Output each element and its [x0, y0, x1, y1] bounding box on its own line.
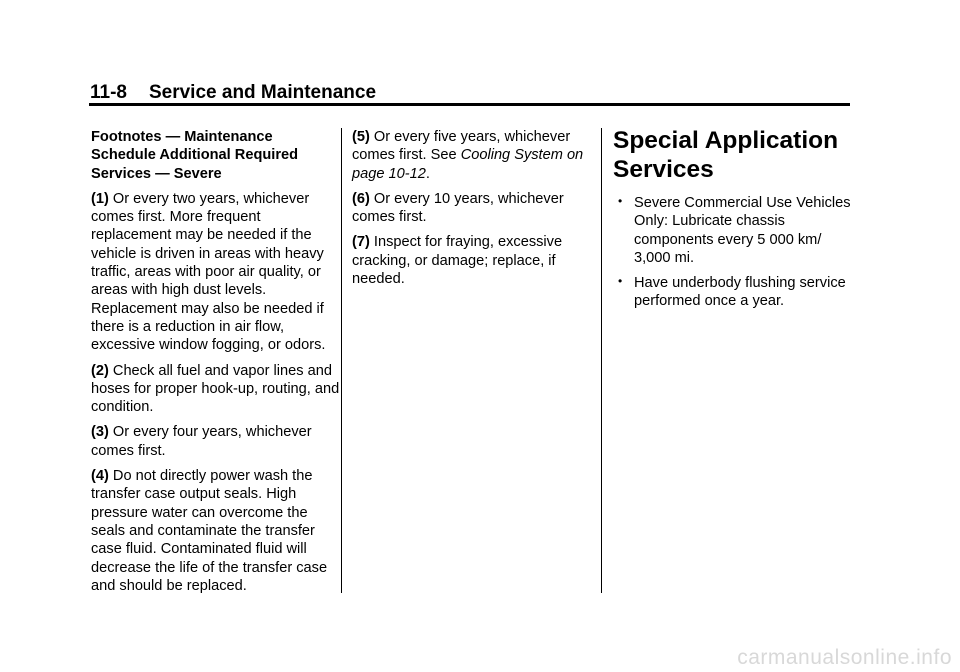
cross-reference-link[interactable]: Cooling System on page 10-12 — [352, 147, 584, 182]
page-number: 11-8 — [90, 82, 127, 103]
footnote-2 — [91, 362, 341, 417]
list-item-text: Have underbody flushing service performed once a year. — [634, 275, 846, 310]
bullet-dot-icon: • — [618, 194, 623, 208]
page-header — [90, 81, 376, 105]
middle-column — [352, 128, 597, 295]
footnote-5 — [352, 128, 597, 183]
footnote-end: . — [425, 165, 430, 182]
footnote-number: (3) — [91, 424, 109, 441]
footnote-text: Or every four years, whichever comes first. — [91, 424, 312, 459]
section-heading: Special Application Services — [613, 127, 839, 183]
footnote-7 — [352, 233, 597, 288]
header-rule — [89, 103, 850, 106]
footnote-number: (6) — [352, 190, 370, 207]
footnote-3 — [91, 423, 341, 460]
column-divider-right — [601, 128, 602, 593]
footnote-number: (5) — [352, 129, 370, 145]
footnote-number: (1) — [91, 190, 109, 207]
footnote-text: Check all fuel and vapor lines and hoses for proper hook-up, routing, and condition. — [91, 362, 340, 416]
watermark: carmanualsonline.info — [737, 646, 952, 669]
left-column — [91, 128, 341, 602]
footnotes-heading: Footnotes — Maintenance Schedule Additional Required Services — Severe — [91, 129, 299, 182]
footnote-text: Or every five years, whichever comes first. See — [352, 129, 571, 164]
list-item — [613, 274, 858, 311]
footnote-text: Inspect for fraying, excessive cracking, or damage; replace, if needed. — [352, 234, 563, 288]
bullet-list — [613, 194, 858, 311]
right-column — [613, 128, 858, 318]
footnote-number: (2) — [91, 362, 109, 379]
footnote-number: (4) — [91, 468, 109, 485]
list-item-text: Severe Commercial Use Vehicles Only: Lubricate chassis components every 5 000 km/ 3,000 mi. — [634, 195, 851, 266]
list-item — [613, 194, 858, 267]
section-title: Service and Maintenance — [148, 82, 377, 103]
footnote-text: Or every 10 years, whichever comes first. — [352, 190, 564, 226]
footnote-4 — [91, 467, 341, 595]
footnote-1 — [91, 190, 341, 355]
bullet-dot-icon: • — [618, 274, 623, 289]
footnote-number: (7) — [352, 234, 370, 251]
footnote-6 — [352, 190, 597, 227]
footnote-text: Or every two years, whichever comes first. More frequent replacement may be needed if the vehicle is driven in areas with heavy traffic, areas with poor air quality, or areas with high dust levels. Replacement may also be needed if there is a reduction in air flow, excessive window fogging, or odors. — [91, 190, 326, 354]
footnote-text: Do not directly power wash the transfer case output seals. High pressure water can overcome the seals and contaminate the transfer case fluid. Contaminated fluid will decrease the life of the transfer case and should be replaced. — [91, 468, 328, 594]
column-divider-left — [341, 128, 342, 593]
